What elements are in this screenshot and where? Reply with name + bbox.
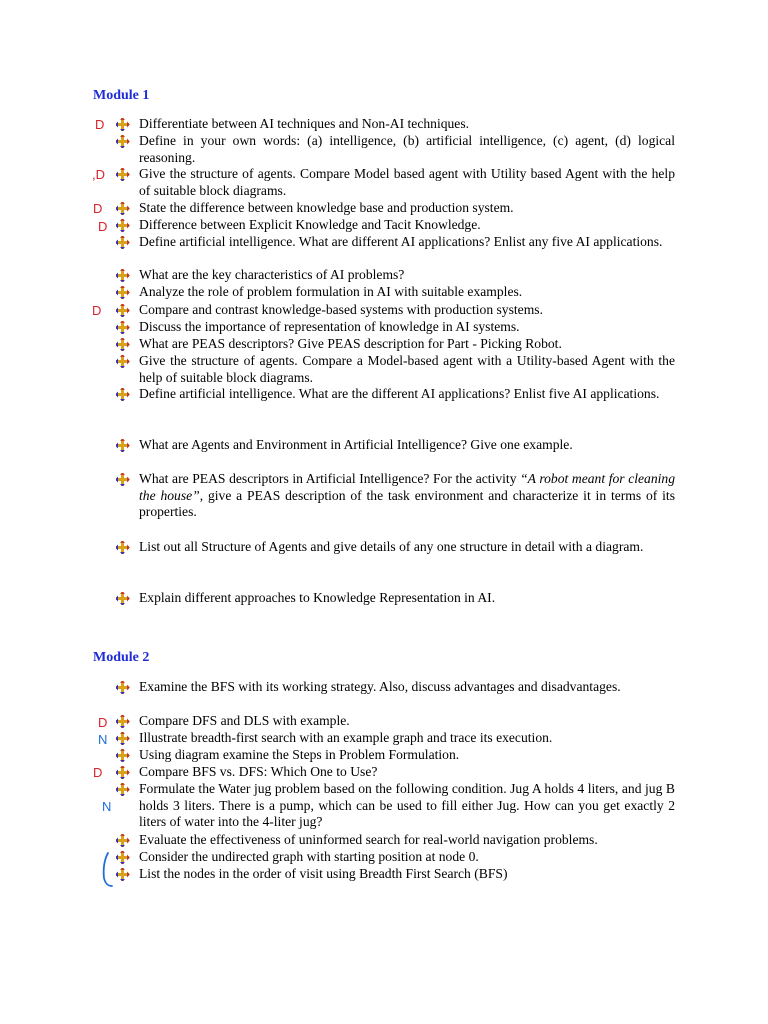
list-item <box>0 730 768 747</box>
question-text: State the difference between knowledge base and production system. <box>139 200 514 215</box>
question-text: Define in your own words: (a) intelligence, (b) artificial intelligence, (c) agent, (d) logical reasoning. <box>139 133 675 165</box>
margin-mark: D <box>92 303 102 318</box>
question-text: What are the key characteristics of AI problems? <box>139 267 405 282</box>
margin-mark: D <box>98 219 108 234</box>
list-item <box>0 319 768 336</box>
module-2-heading: Module 2 <box>93 650 150 665</box>
question-text: Discuss the importance of representation of knowledge in AI systems. <box>139 319 520 334</box>
arrow-bullet-icon <box>116 541 130 554</box>
arrow-bullet-icon <box>116 749 130 762</box>
list-item <box>0 747 768 764</box>
question-text: Define artificial intelligence. What are different AI applications? Enlist any five AI applications. <box>139 234 663 249</box>
module-2-question-list <box>0 679 768 883</box>
question-text: Consider the undirected graph with starting position at node 0. <box>139 849 479 864</box>
arrow-bullet-icon <box>116 338 130 351</box>
arrow-bullet-icon <box>116 236 130 249</box>
list-item <box>0 133 768 166</box>
list-item <box>0 866 768 883</box>
list-item <box>0 832 768 849</box>
list-item <box>0 386 768 437</box>
question-text: Examine the BFS with its working strategy. Also, discuss advantages and disadvantages. <box>139 679 621 694</box>
margin-mark: N <box>102 799 112 814</box>
list-item <box>0 217 768 234</box>
arrow-bullet-icon <box>116 135 130 148</box>
arrow-bullet-icon <box>116 269 130 282</box>
list-item <box>0 437 768 471</box>
question-text: Explain different approaches to Knowledge Representation in AI. <box>139 590 496 605</box>
margin-mark: ,D <box>92 167 105 182</box>
question-text: Using diagram examine the Steps in Problem Formulation. <box>139 747 460 762</box>
question-text: Evaluate the effectiveness of uninformed search for real-world navigation problems. <box>139 832 598 847</box>
list-item <box>0 713 768 730</box>
arrow-bullet-icon <box>116 439 130 452</box>
arrow-bullet-icon <box>116 321 130 334</box>
margin-mark: D <box>93 765 103 780</box>
list-item <box>0 284 768 302</box>
question-text: Illustrate breadth-first search with an example graph and trace its execution. <box>139 730 553 745</box>
arrow-bullet-icon <box>116 681 130 694</box>
question-text: Compare BFS vs. DFS: Which One to Use? <box>139 764 378 779</box>
question-text: List out all Structure of Agents and give details of any one structure in detail with a diagram. <box>139 539 644 554</box>
arrow-bullet-icon <box>116 304 130 317</box>
list-item <box>0 590 768 607</box>
list-item <box>0 116 768 133</box>
question-text: List the nodes in the order of visit using Breadth First Search (BFS) <box>139 866 508 881</box>
arrow-bullet-icon <box>116 834 130 847</box>
question-text: Compare DFS and DLS with example. <box>139 713 350 728</box>
list-item <box>0 336 768 353</box>
arrow-bullet-icon <box>116 732 130 745</box>
arrow-bullet-icon <box>116 715 130 728</box>
question-text-part: What are PEAS descriptors in Artificial Intelligence? For the activity <box>139 471 521 486</box>
list-item <box>0 353 768 386</box>
margin-mark: D <box>98 715 108 730</box>
question-text: Differentiate between AI techniques and Non-AI techniques. <box>139 116 470 131</box>
list-item <box>0 679 768 713</box>
arrow-bullet-icon <box>116 868 130 881</box>
module-1-question-list <box>0 116 768 607</box>
margin-mark: N <box>98 732 108 747</box>
list-item <box>0 764 768 781</box>
arrow-bullet-icon <box>116 473 130 486</box>
handwritten-bracket-mark <box>100 852 114 888</box>
question-text <box>139 471 675 521</box>
list-item <box>0 302 768 319</box>
question-text: Compare and contrast knowledge-based systems with production systems. <box>139 302 543 317</box>
arrow-bullet-icon <box>116 783 130 796</box>
arrow-bullet-icon <box>116 766 130 779</box>
arrow-bullet-icon <box>116 202 130 215</box>
arrow-bullet-icon <box>116 219 130 232</box>
question-text: What are Agents and Environment in Artificial Intelligence? Give one example. <box>139 437 573 452</box>
list-item <box>0 539 768 590</box>
arrow-bullet-icon <box>116 851 130 864</box>
arrow-bullet-icon <box>116 118 130 131</box>
question-text: Analyze the role of problem formulation in AI with suitable examples. <box>139 284 523 299</box>
margin-mark: D <box>95 117 105 132</box>
question-text: What are PEAS descriptors? Give PEAS description for Part - Picking Robot. <box>139 336 562 351</box>
arrow-bullet-icon <box>116 168 130 181</box>
list-item <box>0 471 768 539</box>
arrow-bullet-icon <box>116 592 130 605</box>
list-item <box>0 849 768 866</box>
list-item <box>0 166 768 200</box>
list-item <box>0 200 768 217</box>
question-text-part: , give a PEAS description of the task environment and characterize it in terms of its properties. <box>139 487 675 520</box>
list-item <box>0 267 768 284</box>
italic-phrase: “A robot meant for cleaning the house” <box>139 471 676 503</box>
arrow-bullet-icon <box>116 388 130 401</box>
list-item <box>0 234 768 267</box>
question-text: Difference between Explicit Knowledge and Tacit Knowledge. <box>139 217 481 232</box>
question-text: Define artificial intelligence. What are the different AI applications? Enlist five AI applications. <box>139 386 660 401</box>
module-1-heading: Module 1 <box>93 88 150 103</box>
margin-mark: D <box>93 201 103 216</box>
question-text: Give the structure of agents. Compare a Model-based agent with a Utility-based Agent with the help of suitable block diagrams. <box>139 353 675 385</box>
question-text: Formulate the Water jug problem based on the following condition. Jug A holds 4 liters, and jug B holds 3 liters. There is a pump, which can be used to fill either Jug. How can you get exactly 2 liters of water into the 4-liter jug? <box>139 781 675 830</box>
list-item <box>0 781 768 832</box>
arrow-bullet-icon <box>116 355 130 368</box>
question-text: Give the structure of agents. Compare Model based agent with Utility based Agent with the help of suitable block diagrams. <box>139 166 675 198</box>
arrow-bullet-icon <box>116 286 130 299</box>
